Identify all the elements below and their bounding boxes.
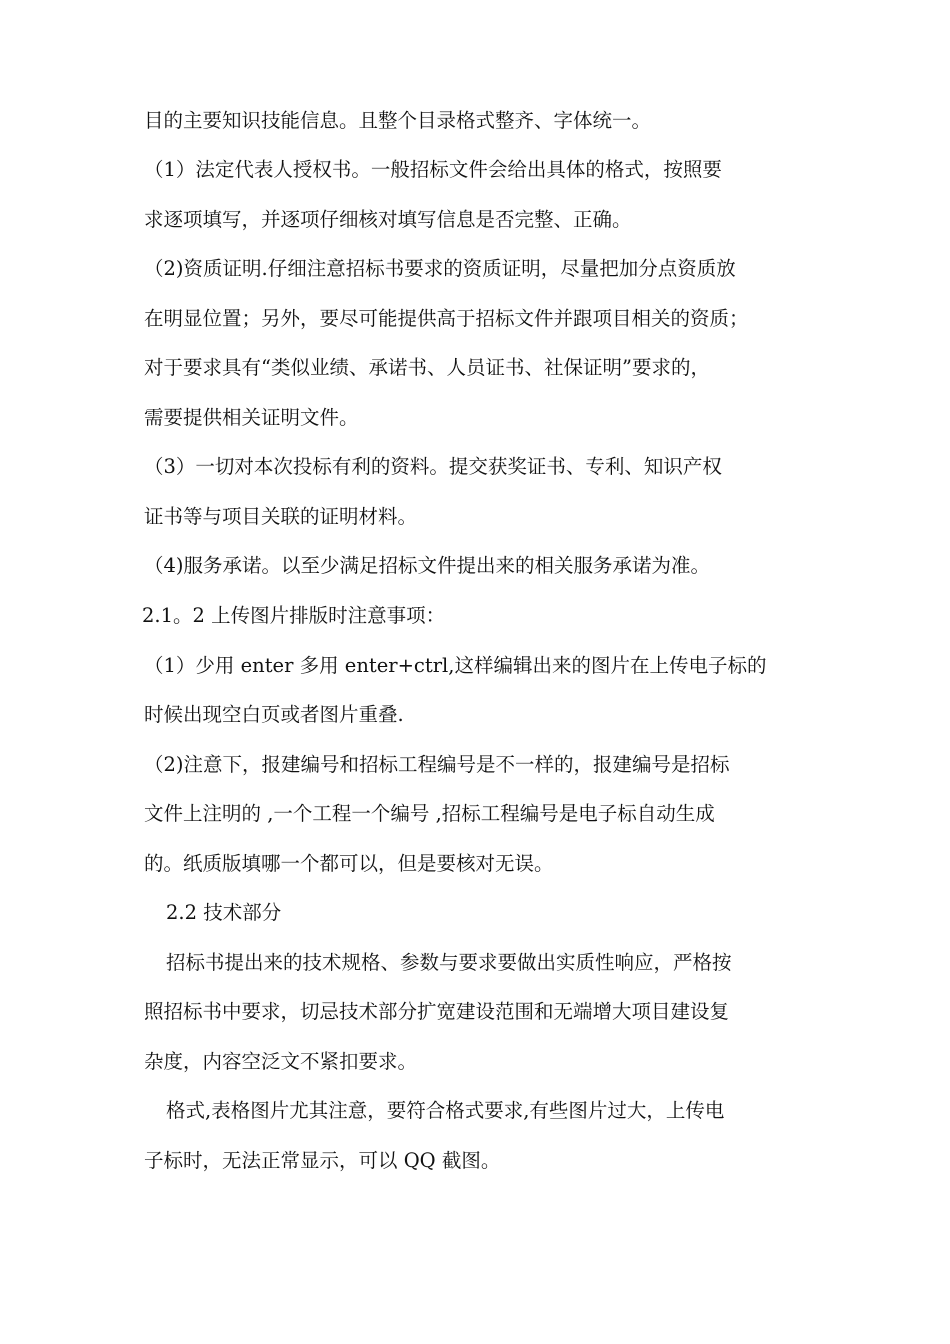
text-line: （1）少用 enter 多用 enter+ctrl,这样编辑出来的图片在上传电子标的 xyxy=(144,654,767,677)
text-line: 的。纸质版填哪一个都可以，但是要核对无误。 xyxy=(144,852,554,875)
text-line: 目的主要知识技能信息。且整个目录格式整齐、字体统一。 xyxy=(144,109,652,132)
text-line: （2)注意下，报建编号和招标工程编号是不一样的，报建编号是招标 xyxy=(144,753,730,776)
section-heading: 2.2 技术部分 xyxy=(166,901,282,924)
text-line: 杂度，内容空泛文不紧扣要求。 xyxy=(144,1050,418,1073)
text-line: 文件上注明的 ,一个工程一个编号 ,招标工程编号是电子标自动生成 xyxy=(144,802,715,825)
paragraph-first-line: 招标书提出来的技术规格、参数与要求要做出实质性响应，严格按 xyxy=(166,951,732,974)
text-line: 需要提供相关证明文件。 xyxy=(144,406,359,429)
text-line: 证书等与项目关联的证明材料。 xyxy=(144,505,418,528)
text-line: 对于要求具有“类似业绩、承诺书、人员证书、社保证明”要求的， xyxy=(144,356,710,379)
text-line: （1）法定代表人授权书。一般招标文件会给出具体的格式，按照要 xyxy=(144,158,722,181)
section-heading: 2.1。2 上传图片排版时注意事项： xyxy=(142,604,446,627)
text-line: （2)资质证明.仔细注意招标书要求的资质证明，尽量把加分点资质放 xyxy=(144,257,736,280)
text-line: 求逐项填写，并逐项仔细核对填写信息是否完整、正确。 xyxy=(144,208,632,231)
text-line: （3）一切对本次投标有利的资料。提交获奖证书、专利、知识产权 xyxy=(144,455,722,478)
text-line: 在明显位置；另外，要尽可能提供高于招标文件并跟项目相关的资质； xyxy=(144,307,749,330)
text-line: 子标时，无法正常显示，可以 QQ 截图。 xyxy=(144,1149,501,1172)
text-line: 时候出现空白页或者图片重叠. xyxy=(144,703,404,726)
text-line: （4)服务承诺。以至少满足招标文件提出来的相关服务承诺为准。 xyxy=(144,554,711,577)
paragraph-first-line: 格式,表格图片尤其注意，要符合格式要求,有些图片过大，上传电 xyxy=(166,1099,725,1122)
text-line: 照招标书中要求，切忌技术部分扩宽建设范围和无端增大项目建设复 xyxy=(144,1000,730,1023)
